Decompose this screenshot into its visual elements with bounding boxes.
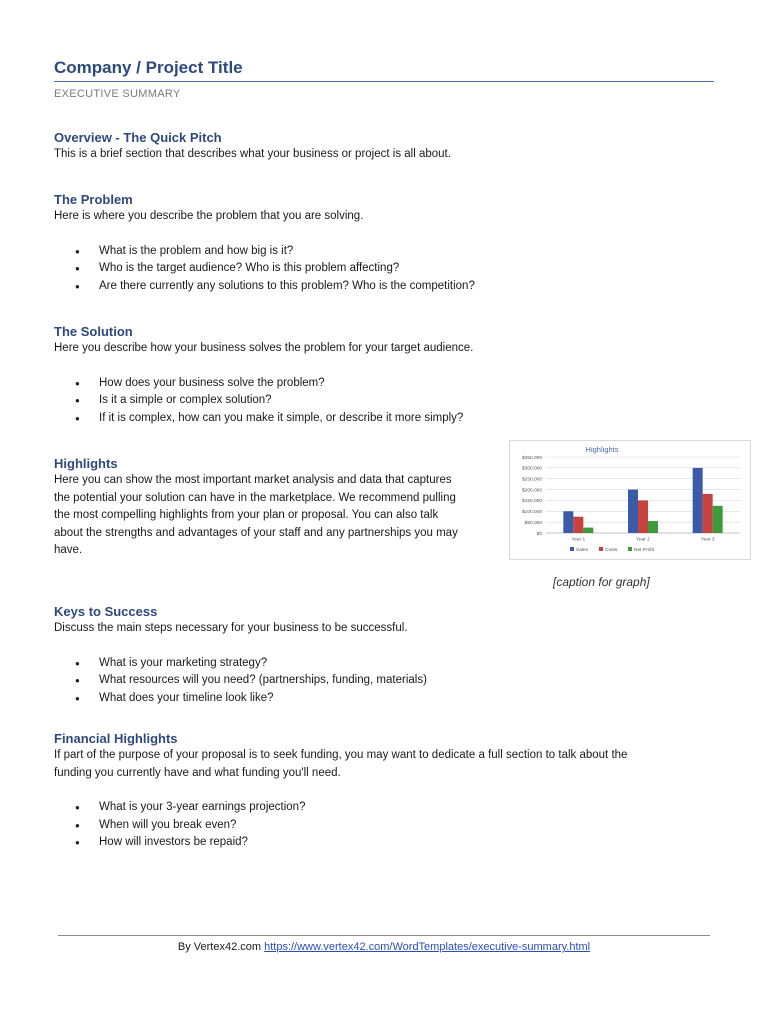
footer-divider bbox=[58, 935, 710, 936]
highlights-line: about the strengths and advantages of your staff and any partnerships you may bbox=[54, 526, 458, 539]
overview-section bbox=[54, 129, 714, 164]
y-tick-label: $100,000 bbox=[521, 510, 542, 516]
highlights-line: the potential your solution can have in the marketplace. We recommend pulling bbox=[54, 491, 456, 504]
financial-heading: Financial Highlights bbox=[54, 731, 178, 746]
legend-label: Net Profit bbox=[634, 547, 654, 553]
list-item: ● What is your marketing strategy? bbox=[54, 655, 714, 673]
highlights-chart-frame bbox=[509, 440, 751, 560]
y-tick-label: $200,000 bbox=[521, 488, 542, 494]
bar-sales bbox=[693, 468, 703, 533]
y-tick-label: $300,000 bbox=[521, 466, 542, 472]
highlights-chart bbox=[510, 441, 750, 559]
bar-net-profit bbox=[648, 521, 658, 533]
list-item: ● What is the problem and how big is it? bbox=[54, 243, 714, 261]
y-tick-label: $50,000 bbox=[524, 520, 542, 526]
bar-sales bbox=[628, 490, 638, 533]
y-tick-label: $0 bbox=[536, 531, 542, 537]
legend-swatch bbox=[628, 547, 632, 551]
legend-swatch bbox=[599, 547, 603, 551]
footer-credit: By Vertex42.com bbox=[177, 941, 262, 953]
list-item: ● What resources will you need? (partnerships, funding, materials) bbox=[54, 672, 714, 690]
x-tick-label: Year 2 bbox=[636, 537, 650, 543]
bar-sales bbox=[563, 511, 573, 533]
financial-list bbox=[54, 799, 714, 852]
keys-section bbox=[54, 603, 714, 707]
list-item: ● When will you break even? bbox=[54, 817, 714, 835]
problem-text: Here is where you describe the problem that you are solving. bbox=[54, 210, 364, 222]
keys-text: Discuss the main steps necessary for your business to be successful. bbox=[54, 622, 408, 634]
highlights-section bbox=[54, 455, 504, 560]
list-item: ● How will investors be repaid? bbox=[54, 834, 714, 852]
list-item: ● What is your 3-year earnings projection? bbox=[54, 799, 714, 817]
footer-link[interactable]: https://www.vertex42.com/WordTemplates/executive-summary.html bbox=[264, 941, 591, 953]
y-tick-label: $250,000 bbox=[521, 477, 542, 483]
problem-section bbox=[54, 191, 714, 295]
page-title: Company / Project Title bbox=[54, 58, 243, 77]
bar-net-profit bbox=[583, 528, 593, 533]
chart-caption: [caption for graph] bbox=[553, 575, 650, 589]
financial-line: If part of the purpose of your proposal is to seek funding, you may want to dedicate a full section to talk about the bbox=[54, 749, 628, 761]
keys-list bbox=[54, 655, 714, 708]
document-page bbox=[54, 0, 714, 1024]
solution-list bbox=[54, 375, 714, 428]
legend-swatch bbox=[570, 547, 574, 551]
legend-label: Costs bbox=[605, 547, 618, 553]
page-subtitle: EXECUTIVE SUMMARY bbox=[54, 88, 181, 100]
overview-text: This is a brief section that describes what your business or project is all about. bbox=[54, 148, 451, 160]
list-item: ● Who is the target audience? Who is this problem affecting? bbox=[54, 260, 714, 278]
highlights-line: the most compelling highlights from your plan or proposal. You can also talk bbox=[54, 509, 439, 521]
list-item: ● If it is complex, how can you make it simple, or describe it more simply? bbox=[54, 410, 714, 428]
list-item: ● What does your timeline look like? bbox=[54, 690, 714, 708]
overview-heading: Overview - The Quick Pitch bbox=[54, 130, 222, 145]
legend-label: Sales bbox=[576, 547, 588, 553]
bar-costs bbox=[573, 517, 583, 533]
financial-section bbox=[54, 730, 714, 852]
solution-section bbox=[54, 323, 714, 427]
title-divider bbox=[54, 81, 714, 82]
bar-costs bbox=[638, 500, 648, 533]
financial-line: funding you currently have and what funding you'll need. bbox=[54, 766, 341, 779]
highlights-heading: Highlights bbox=[54, 456, 118, 471]
bar-net-profit bbox=[713, 506, 723, 533]
problem-list bbox=[54, 243, 714, 296]
y-tick-label: $350,000 bbox=[521, 455, 542, 461]
x-tick-label: Year 3 bbox=[700, 537, 715, 543]
keys-heading: Keys to Success bbox=[54, 604, 158, 619]
list-item: ● Are there currently any solutions to this problem? Who is the competition? bbox=[54, 278, 714, 296]
x-tick-label: Year 1 bbox=[571, 537, 586, 543]
chart-title: Highlights bbox=[585, 445, 619, 454]
list-item: ● How does your business solve the problem? bbox=[54, 375, 714, 393]
highlights-line: Here you can show the most important market analysis and data that captures bbox=[54, 474, 452, 486]
bar-costs bbox=[703, 494, 713, 533]
solution-heading: The Solution bbox=[54, 324, 133, 339]
problem-heading: The Problem bbox=[54, 192, 133, 207]
list-item: ● Is it a simple or complex solution? bbox=[54, 392, 714, 410]
highlights-line: have. bbox=[54, 544, 83, 556]
solution-text: Here you describe how your business solves the problem for your target audience. bbox=[54, 342, 474, 354]
y-tick-label: $150,000 bbox=[521, 499, 542, 505]
footer bbox=[54, 941, 714, 953]
